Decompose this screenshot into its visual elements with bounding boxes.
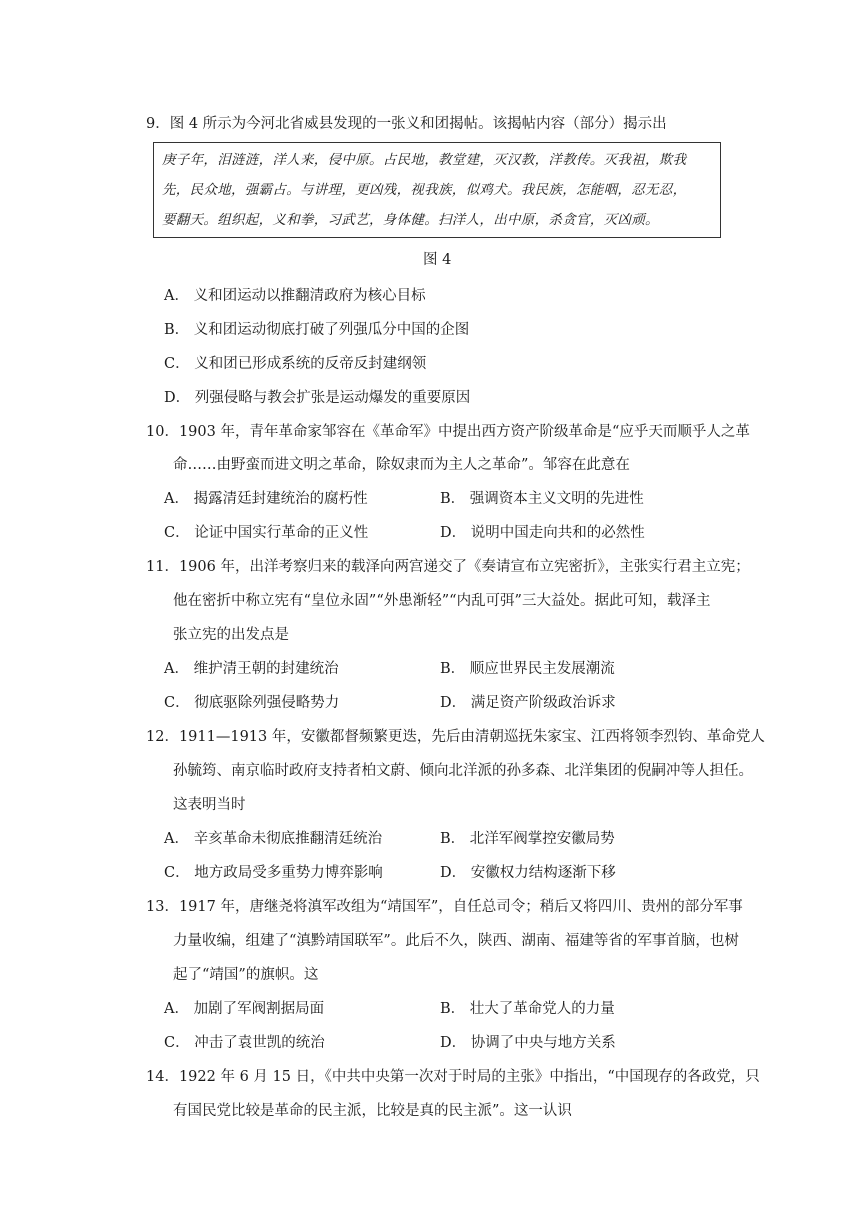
figure-caption: 图 4 xyxy=(423,252,452,268)
q11-stem-line: 他在密折中称立宪有“皇位永固”“外患渐轻”“内乱可弭”三大益处。据此可知，载泽主 xyxy=(173,593,711,609)
q11-option-a: A． 维护清王朝的封建统治 xyxy=(164,661,339,677)
q9-quote-box xyxy=(153,142,721,238)
q9-stem: 9．图 4 所示为今河北省威县发现的一张义和团揭帖。该揭帖内容（部分）揭示出 xyxy=(146,116,667,132)
q14-stem-line: 有国民党比较是革命的民主派，比较是真的民主派”。这一认识 xyxy=(173,1103,572,1119)
q10-option-c: C． 论证中国实行革命的正义性 xyxy=(164,525,369,541)
q10-option-b: B． 强调资本主义文明的先进性 xyxy=(440,491,644,507)
q10-option-d: D． 说明中国走向共和的必然性 xyxy=(440,525,645,541)
q10-stem-line: 命……由野蛮而进文明之革命，除奴隶而为主人之革命”。邹容在此意在 xyxy=(173,457,630,473)
quote-line: 先，民众地，强霸占。与讲理，更凶残，视我族，似鸡犬。我民族，怎能咽，忍无忍， xyxy=(162,182,687,198)
q14-stem-line: 14．1922 年 6 月 15 日，《中共中央第一次对于时局的主张》中指出，“中国现存的各政党，只 xyxy=(146,1069,760,1085)
q12-option-c: C． 地方政局受多重势力博弈影响 xyxy=(164,865,383,881)
q9-option-a: A． 义和团运动以推翻清政府为核心目标 xyxy=(164,288,426,304)
q11-stem-line: 11．1906 年，出洋考察归来的载泽向两宫递交了《奏请宣布立宪密折》，主张实行君主立宪； xyxy=(146,559,750,575)
q11-option-d: D． 满足资产阶级政治诉求 xyxy=(440,695,616,711)
q11-option-b: B． 顺应世界民主发展潮流 xyxy=(440,661,615,677)
q10-option-a: A． 揭露清廷封建统治的腐朽性 xyxy=(164,491,368,507)
q13-option-c: C． 冲击了袁世凯的统治 xyxy=(164,1035,325,1051)
quote-line: 要翻天。组织起，义和拳，习武艺，身体健。扫洋人，出中原，杀贪官，灭凶顽。 xyxy=(162,212,659,228)
q12-option-b: B． 北洋军阀掌控安徽局势 xyxy=(440,831,615,847)
q13-option-d: D． 协调了中央与地方关系 xyxy=(440,1035,616,1051)
q13-option-a: A． 加剧了军阀割据局面 xyxy=(164,1001,325,1017)
q13-stem-line: 起了“靖国”的旗帜。这 xyxy=(173,967,319,983)
q9-option-d: D． 列强侵略与教会扩张是运动爆发的重要原因 xyxy=(164,390,471,406)
q13-stem-line: 13．1917 年，唐继尧将滇军改组为“靖国军”，自任总司令；稍后又将四川、贵州的部分军事 xyxy=(146,899,743,915)
q12-option-a: A． 辛亥革命未彻底推翻清廷统治 xyxy=(164,831,383,847)
q12-stem-line: 这表明当时 xyxy=(173,797,246,813)
q9-option-c: C． 义和团已形成系统的反帝反封建纲领 xyxy=(164,356,427,372)
q12-option-d: D． 安徽权力结构逐渐下移 xyxy=(440,865,616,881)
q12-stem-line: 12．1911—1913 年，安徽都督频繁更迭，先后由清朝巡抚朱家宝、江西将领李烈钧、革命党人 xyxy=(146,729,765,745)
q13-stem-line: 力量收编，组建了“滇黔靖国联军”。此后不久，陕西、湖南、福建等省的军事首脑，也树 xyxy=(173,933,739,949)
q13-option-b: B． 壮大了革命党人的力量 xyxy=(440,1001,615,1017)
q10-stem-line: 10．1903 年，青年革命家邹容在《革命军》中提出西方资产阶级革命是“应乎天而顺乎人之革 xyxy=(146,424,750,440)
quote-line: 庚子年，泪涟涟，洋人来，侵中原。占民地，教堂建，灭汉教，洋教传。灭我祖，欺我 xyxy=(162,152,687,168)
q12-stem-line: 孙毓筠、南京临时政府支持者柏文蔚、倾向北洋派的孙多森、北洋集团的倪嗣冲等人担任。 xyxy=(173,763,753,779)
q11-option-c: C． 彻底驱除列强侵略势力 xyxy=(164,695,340,711)
q11-stem-line: 张立宪的出发点是 xyxy=(173,627,289,643)
q9-option-b: B． 义和团运动彻底打破了列强瓜分中国的企图 xyxy=(164,322,470,338)
